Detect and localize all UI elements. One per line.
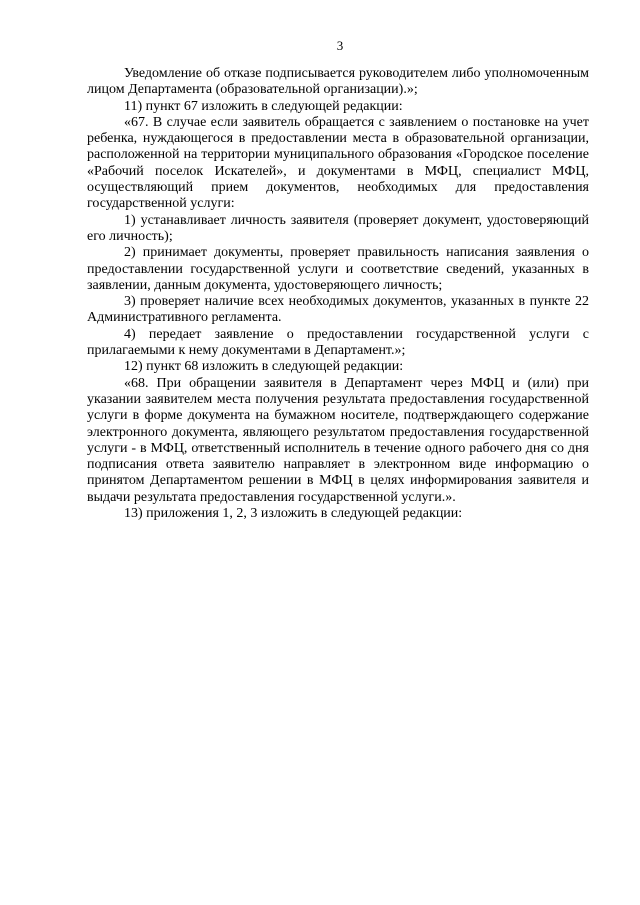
paragraph-clause-68: «68. При обращении заявителя в Департамент через МФЦ и (или) при указании заявителем места получения результата предоставления государственной услуги в форме документа на бумажном носителе, подтверждающего содержание электронного документа, являющего результатом предоставления государственной услуги - в МФЦ, ответственный исполнитель в течение одного рабочего дня со дня подписания ответа заявителю направляет в электронном виде информацию о принятом Департаментом решении в МФЦ в целях информирования заявителя и выдачи результата предоставления государственной услуги.». bbox=[87, 375, 589, 505]
paragraph-step-4: 4) передает заявление о предоставлении государственной услуги с прилагаемыми к нему документами в Департамент.»; bbox=[87, 326, 589, 359]
paragraph-item-12: 12) пункт 68 изложить в следующей редакции: bbox=[124, 359, 404, 375]
page-number: 3 bbox=[336, 38, 344, 53]
paragraph-step-3: 3) проверяет наличие всех необходимых документов, указанных в пункте 22 Административного регламента. bbox=[87, 294, 589, 326]
paragraph-item-11: 11) пункт 67 изложить в следующей редакции: bbox=[124, 98, 403, 114]
paragraph-item-13: 13) приложения 1, 2, 3 изложить в следующей редакции: bbox=[124, 506, 463, 522]
paragraph-clause-67: «67. В случае если заявитель обращается с заявлением о постановке на учет ребенка, нуждающегося в предоставлении места в образовательной организации, расположенной на территории муниципального образования «Городское поселение «Рабочий поселок Искателей», и документами в МФЦ, специалист МФЦ, осуществляющий прием документов, необходимых для предоставления государственной услуги: bbox=[87, 114, 589, 212]
paragraph-step-2: 2) принимает документы, проверяет правильность написания заявления о предоставлении государственной услуги и соответствие сведений, указанных в заявлении, данным документа, удостоверяющего личность; bbox=[87, 245, 589, 293]
paragraph-refusal-notice: Уведомление об отказе подписывается руководителем либо уполномоченным лицом Департамента (образовательной организации).»; bbox=[87, 66, 589, 98]
document-body bbox=[87, 66, 589, 522]
paragraph-step-1: 1) устанавливает личность заявителя (проверяет документ, удостоверяющий его личность); bbox=[87, 212, 589, 244]
